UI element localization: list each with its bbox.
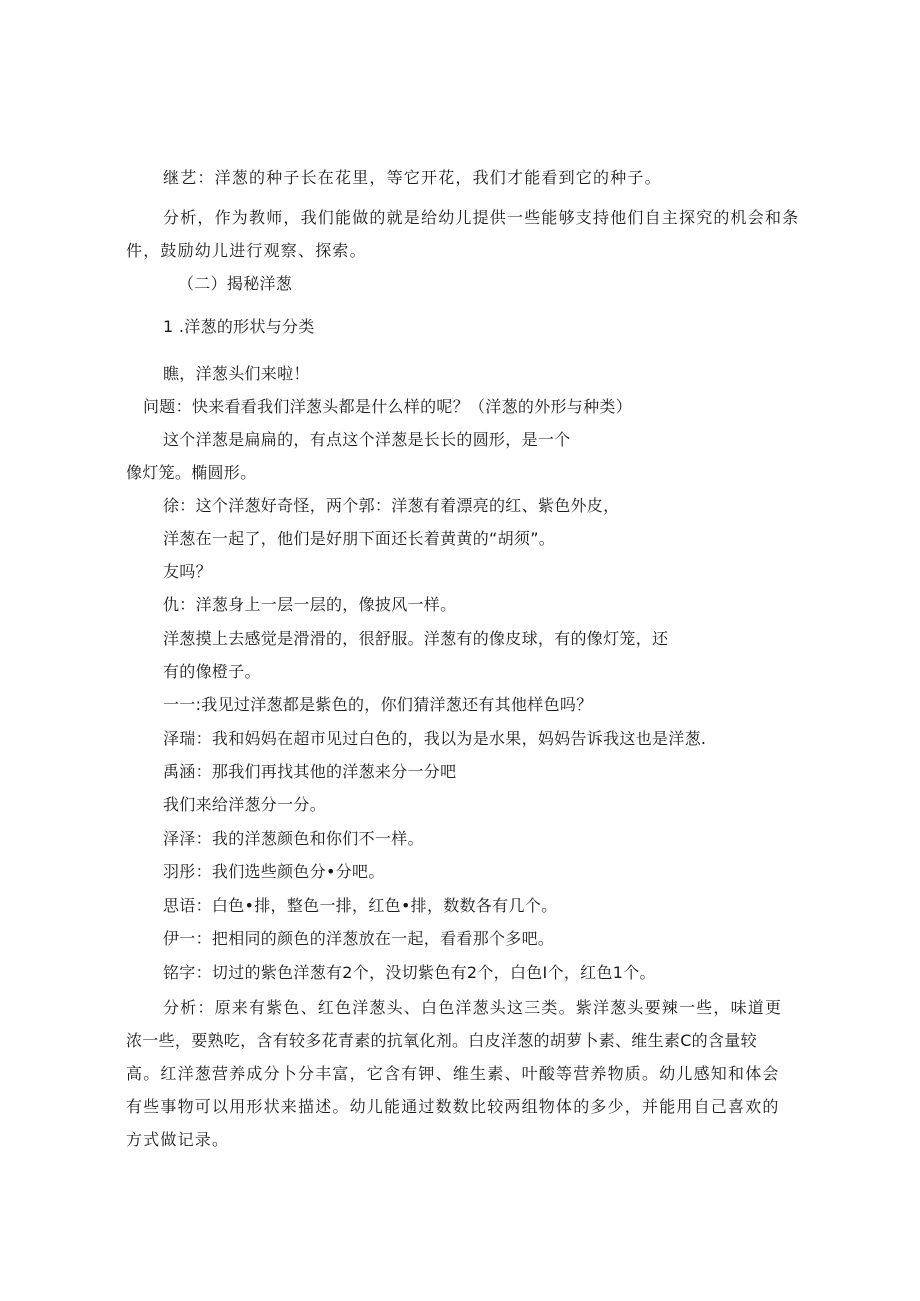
text-line: 继艺：洋葱的种子长在花里，等它开花，我们才能看到它的种子。 (163, 168, 662, 187)
text-line: 洋葱摸上去感觉是滑滑的，很舒服。洋葱有的像皮球，有的像灯笼，还 (163, 629, 669, 648)
text-line: 浓一些，要熟吃，含有较多花青素的抗氧化剂。白皮洋葱的胡萝卜素、维生素C的含量较 (126, 1031, 757, 1050)
text-line: 有的像橙子。 (163, 662, 261, 681)
text-line: 高。红洋葱营养成分卜分丰富，它含有钾、维生素、叶酸等营养物质。幼儿感知和体会 (126, 1064, 780, 1083)
text-line: 泽泽：我的洋葱颜色和你们不一样。 (163, 829, 424, 848)
text-line: 分析：原来有紫色、红色洋葱头、白色洋葱头这三类。紫洋葱头要辣一些，味道更 (163, 998, 783, 1017)
text-line: 泽瑞：我和妈妈在超市见过白色的，我以为是水果，妈妈告诉我这也是洋葱. (163, 729, 707, 748)
text-line: 思语：白色•排，整色一排，红色•排，数数各有几个。 (163, 896, 558, 915)
text-line: 瞧，洋葱头们来啦！ (163, 364, 310, 383)
text-line: 有些事物可以用形状来描述。幼儿能通过数数比较两组物体的多少，并能用自己喜欢的 (126, 1097, 780, 1116)
text-line: 方式做记录。 (126, 1130, 230, 1149)
text-line: 我们来给洋葱分一分。 (163, 795, 327, 814)
text-line: 件，鼓励幼儿进行观察、探索。 (126, 241, 367, 260)
text-line: 这个洋葱是扁扁的，有点这个洋葱是长长的圆形，是一个 (163, 430, 571, 449)
text-line: 徐：这个洋葱好奇怪，两个郭：洋葱有着漂亮的红、紫色外皮， (163, 496, 620, 515)
section-heading: （二）揭秘洋葱 (178, 274, 293, 293)
text-line: 伊一：把相同的颜色的洋葱放在一起，看看那个多吧。 (163, 929, 555, 948)
text-line: 一一:我见过洋葱都是紫色的，你们猜洋葱还有其他样色吗？ (163, 695, 593, 714)
text-line: 友吗？ (163, 562, 212, 581)
text-line: 问题：快来看看我们洋葱头都是什么样的呢？（洋葱的外形与种类） (143, 397, 633, 416)
text-line: 分析，作为教师，我们能做的就是给幼儿提供一些能够支持他们自主探究的机会和条 (163, 208, 800, 227)
subsection-heading: 1 .洋葱的形状与分类 (163, 317, 315, 336)
text-line: 洋葱在一起了，他们是好朋下面还长着黄黄的“胡须”。 (163, 529, 556, 548)
text-line: 羽彤：我们选些颜色分•分吧。 (163, 862, 385, 881)
text-line: 铭字：切过的紫色洋葱有2个，没切紫色有2个，白色I个，红色1个。 (163, 963, 656, 982)
text-line: 像灯笼。椭圆形。 (126, 463, 257, 482)
text-line: 禹涵：那我们再找其他的洋葱来分一分吧 (163, 762, 457, 781)
text-line: 仇：洋葱身上一层一层的，像披风一样。 (163, 595, 457, 614)
